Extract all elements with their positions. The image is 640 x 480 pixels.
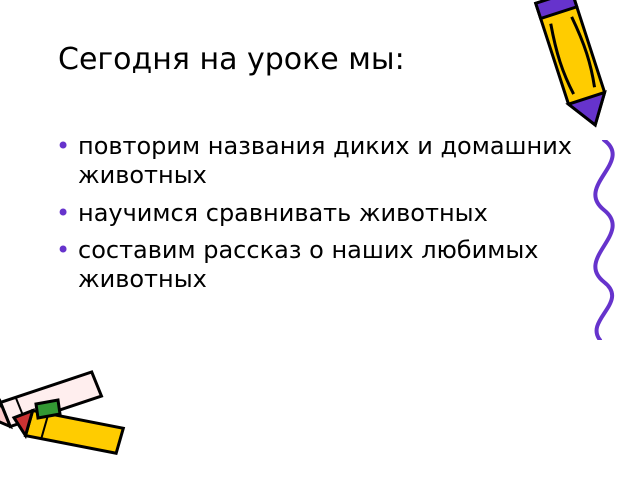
crayon-top-right-icon (500, 0, 640, 150)
list-item (52, 132, 572, 191)
bullet-list (52, 132, 572, 302)
bullet-dot-icon: • (56, 198, 71, 227)
list-item (52, 199, 572, 228)
list-item-label: составим рассказ о наших любимых животных (78, 235, 539, 294)
list-item-label: повторим названия диких и домашних животных (78, 132, 573, 190)
crayons-bottom-left-icon (0, 370, 150, 480)
list-item (52, 236, 572, 295)
squiggle-line-icon (570, 140, 640, 340)
bullet-dot-icon: • (56, 235, 71, 264)
list-item-label: научимся сравнивать животных (78, 198, 488, 227)
bullet-dot-icon: • (56, 132, 71, 160)
slide-title: Сегодня на уроке мы: (58, 42, 405, 78)
